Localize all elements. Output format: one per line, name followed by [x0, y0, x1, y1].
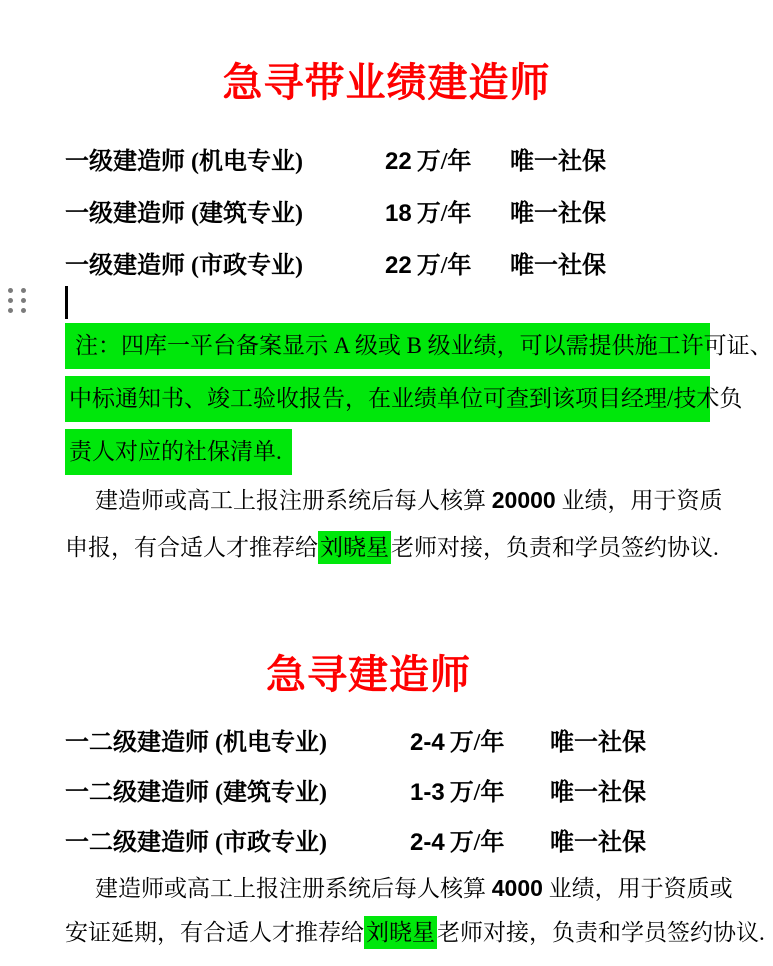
salary-number: 1-3 — [410, 779, 445, 806]
salary-number: 2-4 — [410, 729, 445, 756]
job-row[interactable] — [65, 722, 713, 772]
salary-unit: 万/年 — [416, 253, 472, 279]
paragraph-text: 安证延期，有合适人才推荐给 — [65, 920, 364, 945]
paragraph-text: 业绩，用于资质或 — [542, 876, 733, 901]
drag-handle-icon[interactable] — [8, 288, 26, 313]
paragraph-text: 建造师或高工上报注册系统后每人核算 — [95, 876, 492, 901]
drag-handle-dot — [21, 308, 26, 313]
salary-number: 2-4 — [410, 829, 445, 856]
highlighted-note[interactable] — [65, 323, 773, 482]
job-social: 唯一社保 — [550, 730, 646, 756]
paragraph-line — [65, 524, 717, 571]
drag-handle-dot — [21, 288, 26, 293]
paragraph-text: 建造师或高工上报注册系统后每人核算 — [95, 488, 492, 513]
paragraph-text: 老师对接，负责和学员签约协议. — [437, 920, 765, 945]
job-name: 一级建造师 (机电专业) — [65, 149, 303, 175]
salary-unit: 万/年 — [449, 830, 505, 856]
performance-amount: 20000 — [491, 487, 556, 513]
paragraph-text: 申报，有合适人才推荐给 — [65, 535, 318, 560]
note-line — [65, 323, 773, 369]
job-row[interactable] — [65, 772, 713, 822]
job-salary — [410, 772, 550, 807]
job-name: 一级建造师 (建筑专业) — [65, 201, 303, 227]
job-salary — [410, 722, 550, 757]
job-row[interactable] — [65, 141, 713, 193]
job-salary — [385, 193, 510, 228]
note-line-text: 责人对应的社保清单. — [65, 429, 292, 475]
job-social: 唯一社保 — [550, 780, 646, 806]
job-row[interactable] — [65, 193, 713, 245]
note-line-text: 中标通知书、竣工验收报告，在业绩单位可查到该项目经理/技术负 — [65, 376, 710, 422]
job-social: 唯一社保 — [510, 149, 606, 175]
drag-handle-dot — [21, 298, 26, 303]
job-row[interactable] — [65, 245, 713, 297]
salary-unit: 万/年 — [416, 149, 472, 175]
drag-handle-dot — [8, 288, 13, 293]
salary-number: 22 — [385, 148, 412, 175]
job-name: 一二级建造师 (市政专业) — [65, 830, 327, 856]
contact-name-highlighted: 刘晓星 — [318, 531, 391, 564]
paragraph-text: 业绩，用于资质 — [555, 488, 723, 513]
paragraph-line — [65, 477, 723, 524]
note-line — [65, 429, 710, 475]
salary-unit: 万/年 — [416, 201, 472, 227]
section2-job-list — [65, 722, 713, 872]
job-social: 唯一社保 — [510, 253, 606, 279]
salary-unit: 万/年 — [449, 730, 505, 756]
section2-paragraph[interactable] — [65, 866, 765, 955]
section1-job-list — [65, 141, 713, 297]
job-name: 一二级建造师 (建筑专业) — [65, 780, 327, 806]
paragraph-line — [65, 866, 733, 911]
job-row[interactable] — [65, 822, 713, 872]
performance-amount: 4000 — [491, 875, 543, 901]
section2-title[interactable]: 急寻建造师 — [266, 651, 471, 697]
note-line-text: 注：四库一平台备案显示 A 级或 B 级业绩，可以需提供施工许可证、 — [65, 323, 710, 369]
drag-handle-dot — [8, 298, 13, 303]
job-name: 一二级建造师 (机电专业) — [65, 730, 327, 756]
section1-paragraph[interactable] — [65, 477, 723, 571]
job-social: 唯一社保 — [510, 201, 606, 227]
drag-handle-dot — [8, 308, 13, 313]
job-salary — [410, 822, 550, 857]
salary-number: 18 — [385, 200, 412, 227]
note-line — [65, 376, 743, 422]
paragraph-line — [65, 911, 765, 955]
salary-unit: 万/年 — [449, 780, 505, 806]
job-social: 唯一社保 — [550, 830, 646, 856]
job-name: 一级建造师 (市政专业) — [65, 253, 303, 279]
contact-name-highlighted: 刘晓星 — [364, 916, 437, 949]
job-salary — [385, 141, 510, 176]
job-salary — [385, 245, 510, 280]
salary-number: 22 — [385, 252, 412, 279]
text-cursor-caret — [65, 286, 68, 319]
paragraph-text: 老师对接，负责和学员签约协议. — [391, 535, 719, 560]
section1-title[interactable]: 急寻带业绩建造师 — [222, 59, 551, 105]
